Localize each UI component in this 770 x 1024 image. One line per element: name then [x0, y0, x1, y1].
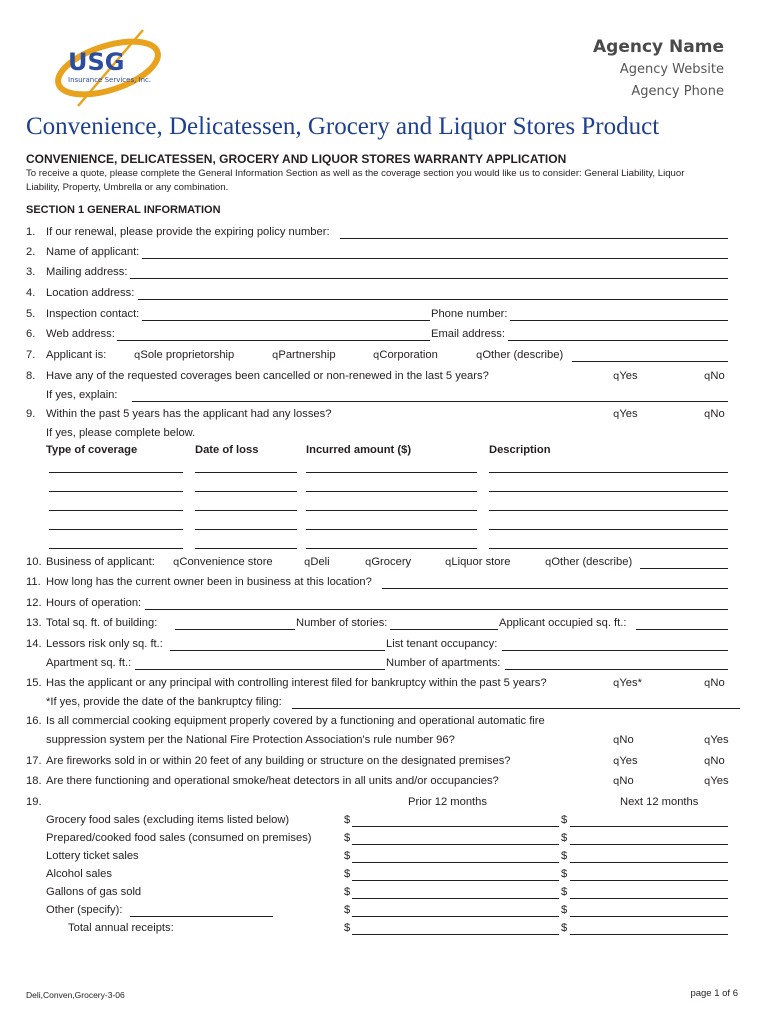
q12-field[interactable] [145, 609, 728, 610]
q14-lessors-field[interactable] [170, 650, 385, 651]
dollar-sign: $ [561, 922, 568, 934]
loss-row-4-type[interactable] [49, 529, 183, 530]
q17-yes-checkbox[interactable]: qYes [613, 755, 638, 767]
logo-subtext: Insurance Services, Inc. [68, 76, 152, 84]
dollar-sign: $ [344, 868, 351, 880]
q8-explain-label: If yes, explain: [46, 389, 118, 401]
loss-header-type: Type of coverage [46, 444, 138, 456]
sales-prior-lottery[interactable] [352, 862, 559, 863]
q2-label: Name of applicant: [46, 246, 140, 258]
q16-no-checkbox[interactable]: qNo [613, 734, 634, 746]
q8-label: Have any of the requested coverages been cancelled or non-renewed in the last 5 years? [46, 370, 489, 382]
dollar-sign: $ [344, 814, 351, 826]
q6-email-field[interactable] [508, 340, 728, 341]
q15-date-field[interactable] [292, 708, 740, 709]
q19-number: 19. [26, 796, 42, 808]
q15-date-label: *If yes, provide the date of the bankruptcy filing: [46, 696, 282, 708]
q11-field[interactable] [382, 588, 728, 589]
q5-label: Inspection contact: [46, 308, 140, 320]
q17-label: Are fireworks sold in or within 20 feet of any building or structure on the designated premises? [46, 755, 511, 767]
q18-yes-checkbox[interactable]: qYes [704, 775, 729, 787]
footer-form-id: Deli,Conven,Grocery-3-06 [26, 990, 125, 1000]
sales-next-other[interactable] [570, 916, 728, 917]
loss-header-date: Date of loss [195, 444, 259, 456]
q13-stories-field[interactable] [390, 629, 498, 630]
q4-field[interactable] [138, 299, 728, 300]
sales-next-gas[interactable] [570, 898, 728, 899]
loss-row-3-type[interactable] [49, 510, 183, 511]
q2-number: 2. [26, 246, 36, 258]
q5-phone-field[interactable] [510, 320, 728, 321]
loss-row-3-desc[interactable] [489, 510, 728, 511]
q1-number: 1. [26, 226, 36, 238]
q7-number: 7. [26, 349, 36, 361]
sales-other-specify-field[interactable] [130, 916, 273, 917]
q9-complete-below: If yes, please complete below. [46, 427, 196, 439]
q3-field[interactable] [130, 278, 728, 279]
loss-row-3-amount[interactable] [306, 510, 477, 511]
loss-row-2-amount[interactable] [306, 491, 477, 492]
intro-line-1: To receive a quote, please complete the General Information Section as well as the coverage section you would like us to consider: General Liability, Liquor [26, 168, 685, 179]
loss-row-5-amount[interactable] [306, 548, 477, 549]
loss-row-2-type[interactable] [49, 491, 183, 492]
loss-row-5-desc[interactable] [489, 548, 728, 549]
sales-prior-grocery[interactable] [352, 826, 559, 827]
loss-row-5-extra[interactable] [400, 548, 448, 549]
loss-row-4-desc[interactable] [489, 529, 728, 530]
loss-row-3-date[interactable] [195, 510, 297, 511]
section-1-heading: SECTION 1 GENERAL INFORMATION [26, 204, 221, 216]
sales-next-alcohol[interactable] [570, 880, 728, 881]
loss-row-2-date[interactable] [195, 491, 297, 492]
sales-next-total[interactable] [570, 934, 728, 935]
dollar-sign: $ [344, 904, 351, 916]
loss-header-description: Description [489, 444, 551, 456]
q10-deli-checkbox[interactable]: qDeli [304, 556, 330, 568]
sales-next-grocery[interactable] [570, 826, 728, 827]
q18-no-checkbox[interactable]: qNo [613, 775, 634, 787]
sales-prior-total[interactable] [352, 934, 559, 935]
q7-label: Applicant is: [46, 349, 107, 361]
dollar-sign: $ [344, 922, 351, 934]
q18-label: Are there functioning and operational smoke/heat detectors in all units and/or occupancies? [46, 775, 499, 787]
form-subtitle: CONVENIENCE, DELICATESSEN, GROCERY AND LIQUOR STORES WARRANTY APPLICATION [26, 152, 567, 166]
sales-prior-other[interactable] [352, 916, 559, 917]
q4-number: 4. [26, 287, 36, 299]
page-title: Convenience, Delicatessen, Grocery and Liquor Stores Product [26, 113, 660, 140]
q5-field[interactable] [142, 320, 430, 321]
q17-no-checkbox[interactable]: qNo [704, 755, 725, 767]
q11-label: How long has the current owner been in business at this location? [46, 576, 372, 588]
dollar-sign: $ [561, 886, 568, 898]
sales-label-grocery: Grocery food sales (excluding items listed below) [46, 814, 290, 826]
q12-label: Hours of operation: [46, 597, 142, 609]
dollar-sign: $ [344, 850, 351, 862]
q13-occupied-field[interactable] [636, 629, 728, 630]
q13-stories-label: Number of stories: [296, 617, 388, 629]
q13-total-field[interactable] [175, 629, 295, 630]
q10-grocery-checkbox[interactable]: qGrocery [365, 556, 412, 568]
sales-label-lottery: Lottery ticket sales [46, 850, 139, 862]
q7-sole-checkbox[interactable]: qSole proprietorship [134, 349, 235, 361]
loss-row-4-amount[interactable] [306, 529, 477, 530]
q15-yes-checkbox[interactable]: qYes* [613, 677, 642, 689]
sales-label-total: Total annual receipts: [68, 922, 174, 934]
q16-number: 16. [26, 715, 42, 727]
q8-explain-field[interactable] [132, 401, 728, 402]
q8-number: 8. [26, 370, 36, 382]
q10-number: 10. [26, 556, 42, 568]
sales-label-gas: Gallons of gas sold [46, 886, 142, 898]
dollar-sign: $ [561, 814, 568, 826]
agency-website: Agency Website [619, 62, 724, 77]
loss-row-5-date[interactable] [195, 548, 297, 549]
q9-number: 9. [26, 408, 36, 420]
sales-prior-alcohol[interactable] [352, 880, 559, 881]
q6-field[interactable] [117, 340, 430, 341]
logo-text: USG [68, 48, 125, 76]
dollar-sign: $ [561, 850, 568, 862]
q14-apartment-label: Apartment sq. ft.: [46, 657, 132, 669]
q8-yes-checkbox[interactable]: qYes [613, 370, 638, 382]
q10-other-checkbox[interactable]: qOther (describe) [545, 556, 633, 568]
q6-label: Web address: [46, 328, 115, 340]
q1-label: If our renewal, please provide the expiring policy number: [46, 226, 330, 238]
loss-row-2-desc[interactable] [489, 491, 728, 492]
q9-yes-checkbox[interactable]: qYes [613, 408, 638, 420]
q10-convenience-checkbox[interactable]: qConvenience store [173, 556, 273, 568]
q3-number: 3. [26, 266, 36, 278]
q9-no-checkbox[interactable]: qNo [704, 408, 725, 420]
q5-number: 5. [26, 308, 36, 320]
dollar-sign: $ [561, 868, 568, 880]
q2-field[interactable] [142, 258, 728, 259]
sales-prior-gas[interactable] [352, 898, 559, 899]
q10-liquor-checkbox[interactable]: qLiquor store [445, 556, 511, 568]
q19-prior-header: Prior 12 months [408, 796, 487, 808]
sales-label-prepared: Prepared/cooked food sales (consumed on premises) [46, 832, 312, 844]
q18-number: 18. [26, 775, 42, 787]
q6-email-label: Email address: [431, 328, 505, 340]
q7-other-checkbox[interactable]: qOther (describe) [476, 349, 564, 361]
q14-number: 14. [26, 638, 42, 650]
q16-yes-checkbox[interactable]: qYes [704, 734, 729, 746]
loss-row-5-type[interactable] [49, 548, 183, 549]
loss-row-1-type[interactable] [49, 472, 183, 473]
q12-number: 12. [26, 597, 42, 609]
q15-no-checkbox[interactable]: qNo [704, 677, 725, 689]
sales-next-lottery[interactable] [570, 862, 728, 863]
dollar-sign: $ [561, 904, 568, 916]
q8-no-checkbox[interactable]: qNo [704, 370, 725, 382]
q19-next-header: Next 12 months [620, 796, 699, 808]
dollar-sign: $ [344, 832, 351, 844]
loss-row-1-amount[interactable] [306, 472, 477, 473]
footer-page-number: page 1 of 6 [690, 988, 738, 999]
q13-occupied-label: Applicant occupied sq. ft.: [499, 617, 627, 629]
q3-label: Mailing address: [46, 266, 128, 278]
loss-row-4-date[interactable] [195, 529, 297, 530]
q15-number: 15. [26, 677, 42, 689]
sales-label-other: Other (specify): [46, 904, 123, 916]
q14-num-apartments-field[interactable] [505, 669, 728, 670]
q7-partnership-checkbox[interactable]: qPartnership [272, 349, 336, 361]
sales-prior-prepared[interactable] [352, 844, 559, 845]
dollar-sign: $ [561, 832, 568, 844]
intro-line-2: Liability, Property, Umbrella or any combination. [26, 182, 229, 193]
dollar-sign: $ [344, 886, 351, 898]
q4-label: Location address: [46, 287, 135, 299]
q17-number: 17. [26, 755, 42, 767]
q10-other-field[interactable] [640, 568, 728, 569]
q7-other-field[interactable] [572, 361, 728, 362]
loss-header-amount: Incurred amount ($) [306, 444, 412, 456]
sales-label-alcohol: Alcohol sales [46, 868, 112, 880]
q6-number: 6. [26, 328, 36, 340]
q14-apartment-field[interactable] [135, 669, 385, 670]
q14-label: Lessors risk only sq. ft.: [46, 638, 163, 650]
loss-row-1-date[interactable] [195, 472, 297, 473]
q14-tenant-label: List tenant occupancy: [386, 638, 498, 650]
q15-label: Has the applicant or any principal with controlling interest filed for bankruptcy within the past 5 years? [46, 677, 547, 689]
q5-phone-label: Phone number: [431, 308, 508, 320]
q1-field[interactable] [340, 238, 728, 239]
usg-logo [48, 26, 164, 112]
q13-number: 13. [26, 617, 42, 629]
q10-label: Business of applicant: [46, 556, 155, 568]
sales-next-prepared[interactable] [570, 844, 728, 845]
q7-corporation-checkbox[interactable]: qCorporation [373, 349, 438, 361]
q16-label-2: suppression system per the National Fire Protection Association's rule number 96? [46, 734, 455, 746]
q16-label: Is all commercial cooking equipment properly covered by a functioning and operational automatic fire [46, 715, 545, 727]
q13-label: Total sq. ft. of building: [46, 617, 158, 629]
agency-name: Agency Name [593, 37, 724, 57]
agency-phone: Agency Phone [631, 84, 724, 99]
loss-row-1-desc[interactable] [489, 472, 728, 473]
q14-tenant-field[interactable] [502, 650, 728, 651]
q9-label: Within the past 5 years has the applicant had any losses? [46, 408, 332, 420]
q11-number: 11. [26, 576, 41, 588]
q14-num-apartments-label: Number of apartments: [386, 657, 501, 669]
